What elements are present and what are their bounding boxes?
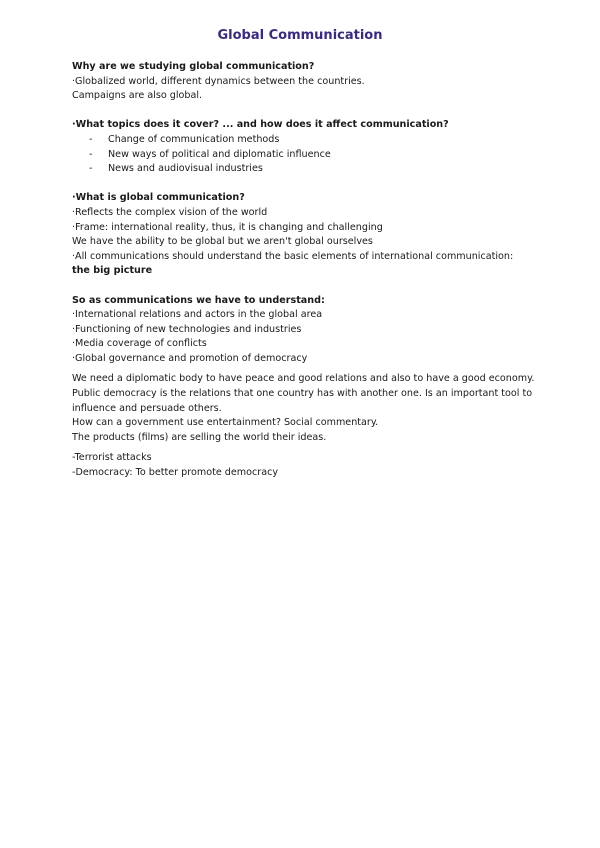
section-understand-line: ·International relations and actors in the global area <box>72 309 323 321</box>
section-understand <box>72 294 542 367</box>
section-what-line: ·Reflects the complex vision of the world <box>72 206 268 218</box>
section-why-line: ·Globalized world, different dynamics between the countries. <box>72 75 365 87</box>
topics-list <box>72 133 542 177</box>
section-topics-heading: ·What topics does it cover? ... and how does it affect communication? <box>72 119 449 131</box>
section-what-heading: ·What is global communication? <box>72 192 245 204</box>
section-what-line: We have the ability to be global but we aren't global ourselves <box>72 236 373 248</box>
section-what-line: ·All communications should understand the basic elements of international communication: <box>72 250 514 262</box>
section-understand-line: ·Global governance and promotion of democracy <box>72 352 308 364</box>
section-understand-heading: So as communications we have to understand: <box>72 294 325 306</box>
notes-paragraph: We need a diplomatic body to have peace and good relations and also to have a good economy. <box>72 373 535 385</box>
big-picture-emphasis: the big picture <box>72 265 153 277</box>
section-examples <box>72 451 542 480</box>
section-why <box>72 60 542 104</box>
notes-paragraph: How can a government use entertainment? Social commentary. <box>72 417 379 429</box>
section-understand-line: ·Functioning of new technologies and industries <box>72 323 302 335</box>
section-why-line: Campaigns are also global. <box>72 90 203 102</box>
section-what <box>72 191 542 279</box>
notes-paragraph: Public democracy is the relations that one country has with another one. Is an important tool to influence and persuade others. <box>72 388 533 414</box>
list-item: - News and audiovisual industries <box>89 162 542 177</box>
list-item: - New ways of political and diplomatic influence <box>89 148 542 163</box>
section-topics <box>72 118 542 176</box>
section-what-line: ·Frame: international reality, thus, it is changing and challenging <box>72 221 383 233</box>
page-title: Global Communication <box>217 28 383 43</box>
list-item: - Change of communication methods <box>89 133 542 148</box>
document-body <box>72 60 542 481</box>
section-notes <box>72 372 542 445</box>
example-line: -Terrorist attacks <box>72 452 152 464</box>
notes-paragraph: The products (films) are selling the world their ideas. <box>72 431 327 443</box>
section-why-heading: Why are we studying global communication? <box>72 61 315 72</box>
example-line: -Democracy: To better promote democracy <box>72 467 279 479</box>
section-understand-line: ·Media coverage of conflicts <box>72 338 207 350</box>
